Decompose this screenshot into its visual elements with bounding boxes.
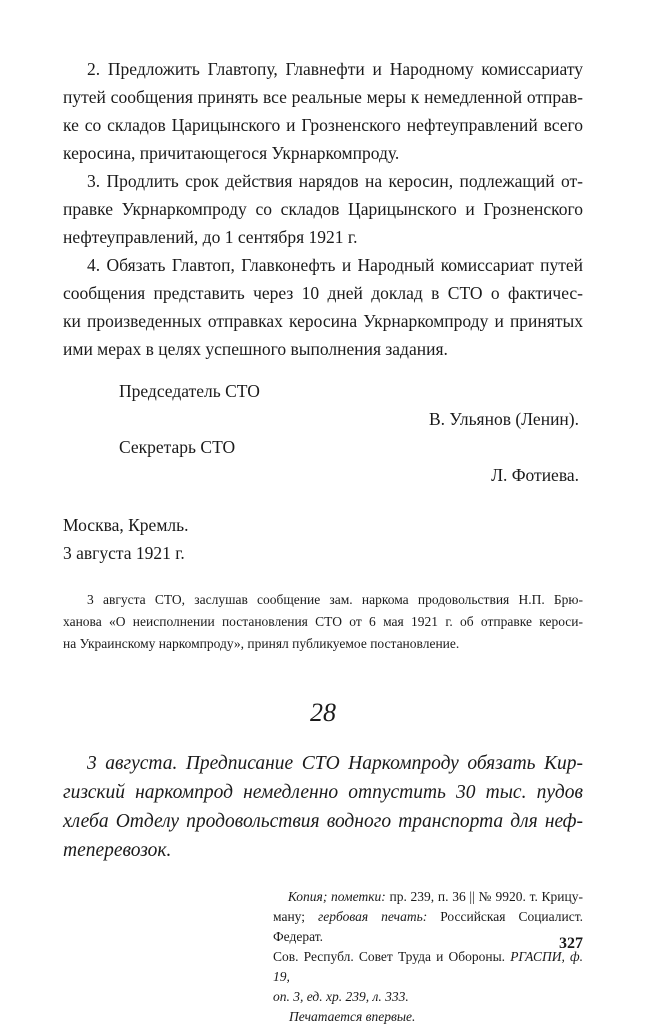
text-line: 2. Предложить Главтопу, Главнефти и Народному комиссариату <box>87 59 583 79</box>
text-line: правке Укрнаркомпроду со складов Царицынского и Грозненского <box>63 199 583 219</box>
text-line: 3. Продлить срок действия нарядов на керосин, подлежащий от- <box>87 171 583 191</box>
text-line: ки произведенных отправках керосина Укрнаркомпроду и принятых <box>63 311 583 331</box>
heading-line: теперевозок. <box>63 840 172 861</box>
text-line: путей сообщения принять все реальные меры к немедленной отправ- <box>63 87 583 107</box>
secretary-role: Секретарь СТО <box>119 437 236 457</box>
source-line <box>273 947 583 987</box>
source-text: Сов. Республ. Совет Труда и Обороны. <box>273 949 511 964</box>
secretary-name: Л. Фотиева. <box>491 465 579 485</box>
text-line: ке со складов Царицынского и Грозненского нефтеуправлений всего <box>63 115 583 135</box>
source-text: пр. 239, п. 36 || № 9920. т. Крицу- <box>385 889 583 904</box>
editorial-note <box>63 589 583 655</box>
text-line: ими мерах в целях успешного выполнения задания. <box>63 339 448 359</box>
place-date <box>63 511 583 567</box>
text-line: керосина, причитающегося Укрнаркомпроду. <box>63 143 400 163</box>
page-content <box>63 55 583 1027</box>
source-italic: Копия; пометки: <box>287 889 386 904</box>
note-line: ханова «О неисполнении постановления СТО от 6 мая 1921 г. об отправке кероси- <box>63 614 583 629</box>
publication-note: Печатается впервые. <box>289 1009 416 1024</box>
note-line: на Украинскому наркомпроду», принял публикуемое постановление. <box>63 636 460 651</box>
clause-4 <box>63 251 583 363</box>
heading-line: хлеба Отделу продовольствия водного транспорта для неф- <box>63 811 583 832</box>
chair-name: В. Ульянов (Ленин). <box>429 409 579 429</box>
text-line: 4. Обязать Главтоп, Главконефть и Народный комиссариат путей <box>87 255 583 275</box>
clause-3 <box>63 167 583 251</box>
source-line: оп. 3, ед. хр. 239, л. 333. <box>273 989 409 1004</box>
heading-line: гизский наркомпрод немедленно отпустить 30 тыс. пудов <box>63 782 583 803</box>
source-text: ману; <box>273 909 318 924</box>
date: 3 августа 1921 г. <box>63 543 185 563</box>
source-line <box>273 887 583 907</box>
page-number: 327 <box>559 935 583 952</box>
clause-2 <box>63 55 583 167</box>
source-line <box>273 907 583 947</box>
text-line: нефтеуправлений, до 1 сентября 1921 г. <box>63 227 358 247</box>
heading-line: 3 августа. Предписание СТО Наркомпроду обязать Кир- <box>87 753 583 774</box>
document-heading <box>63 749 583 865</box>
source-italic: гербовая печать: <box>317 909 428 924</box>
note-line: 3 августа СТО, заслушав сообщение зам. наркома продовольствия Н.П. Брю- <box>87 592 583 607</box>
source-reference <box>273 887 583 1027</box>
source-text: Российская Социалист. Федерат. <box>273 909 583 944</box>
signature-block <box>63 377 583 489</box>
text-line: сообщения представить через 10 дней доклад в СТО о фактичес- <box>63 283 583 303</box>
place: Москва, Кремль. <box>63 515 189 535</box>
document-number: 28 <box>310 698 336 727</box>
chair-role: Председатель СТО <box>119 381 260 401</box>
source-italic: РГАСПИ, ф. 19, <box>273 949 583 984</box>
